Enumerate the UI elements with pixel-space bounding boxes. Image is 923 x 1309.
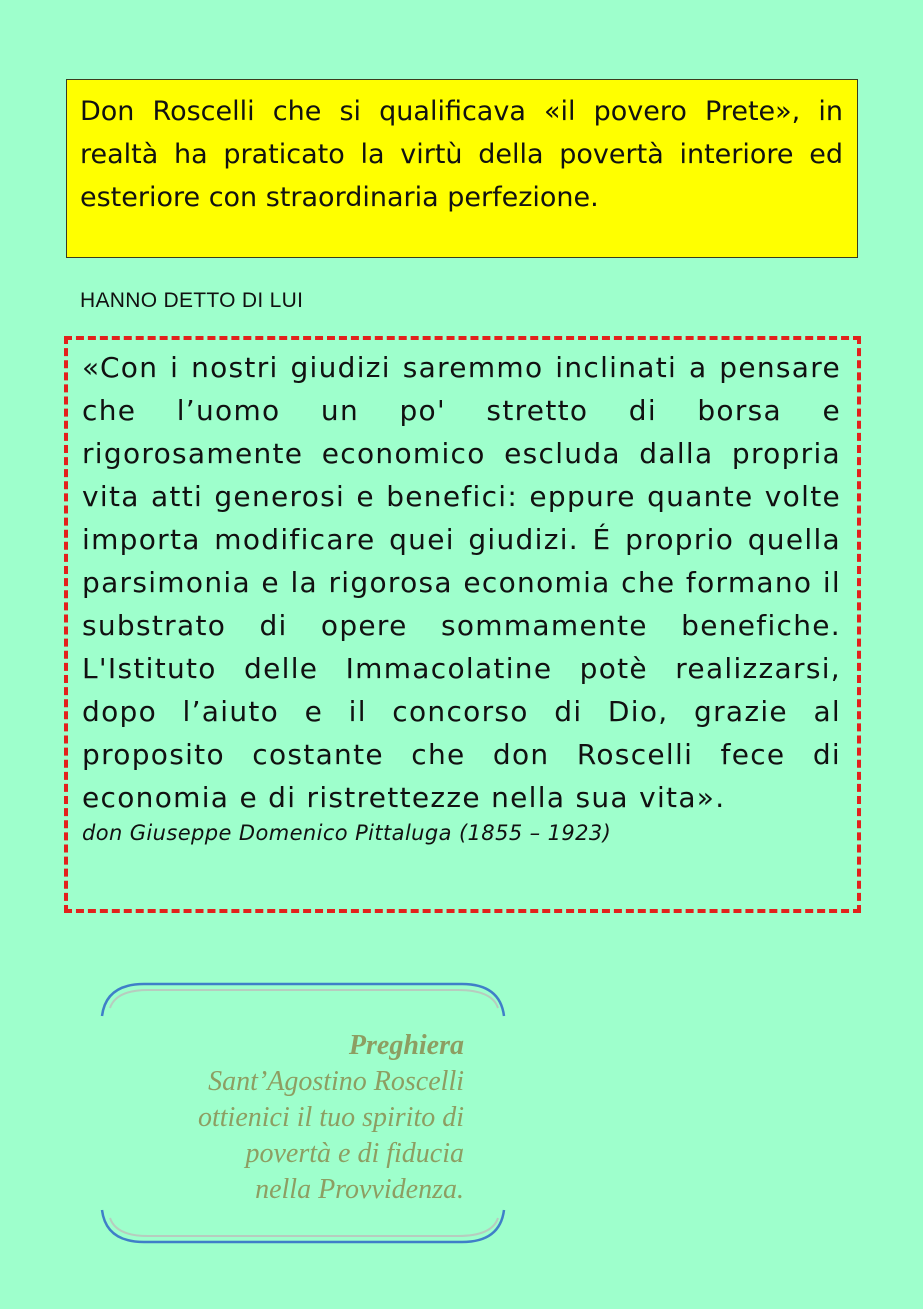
prayer-line: nella Provvidenza. — [255, 1174, 464, 1205]
prayer-frame — [96, 978, 510, 1246]
prayer-line: Sant’Agostino Roscelli — [208, 1066, 464, 1097]
intro-text: Don Roscelli che si qualificava «il povero Prete», in realtà ha praticato la virtù della povertà interiore ed esteriore con straordinaria perfezione. — [80, 96, 843, 213]
intro-box — [66, 79, 858, 258]
section-label: HANNO DETTO DI LUI — [80, 289, 304, 312]
prayer-title: Preghiera — [348, 1030, 464, 1061]
prayer-text — [124, 1028, 464, 1208]
prayer-line: povertà e di fiducia — [245, 1138, 464, 1169]
quote-author: don Giuseppe Domenico Pittaluga (1855 – 1923) — [82, 821, 612, 845]
quote-text: «Con i nostri giudizi saremmo inclinati a pensare che l’uomo un po' stretto di borsa e rigorosamente economico escluda dalla propria vita atti generosi e benefici: eppure quante volte importa modificare quei giudizi. É proprio quella parsimonia e la rigorosa economia che formano il substrato di opere sommamente benefiche. L'Istituto delle Immacolatine potè realizzarsi, dopo l’aiuto e il concorso di Dio, grazie al proposito costante che don Roscelli fece di economia e di ristrettezze nella sua vita». — [82, 351, 841, 814]
prayer-line: ottienici il tuo spirito di — [198, 1102, 464, 1133]
quote-box — [64, 336, 861, 913]
